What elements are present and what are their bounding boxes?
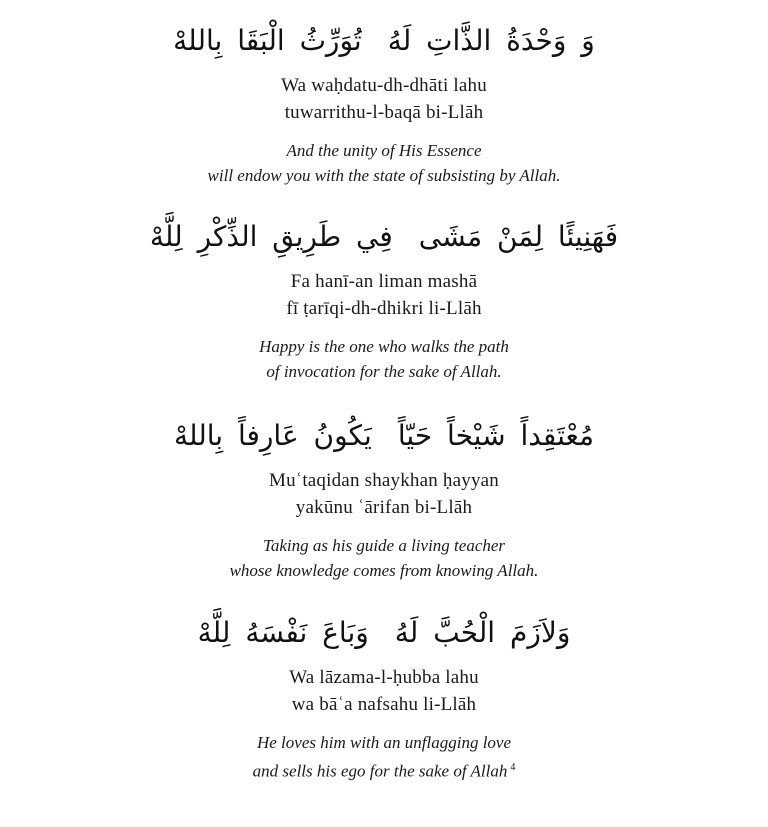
stanza-4 xyxy=(0,610,768,784)
translation-line-text: and sells his ego for the sake of Allah xyxy=(252,761,508,781)
stanza-2 xyxy=(0,214,768,384)
arabic-hemistich-first: فَهَنِيئًا لِمَنْ مَشَى xyxy=(418,220,619,253)
transliteration xyxy=(0,664,768,718)
translation xyxy=(0,138,768,188)
translation-line: And the unity of His Essence xyxy=(286,141,482,160)
arabic-verse xyxy=(0,413,768,463)
translation xyxy=(0,533,768,583)
translation-line xyxy=(0,755,768,784)
stanza-3 xyxy=(0,413,768,583)
arabic-hemistich-second: يَكُونُ عَارِفاً بِاللهْ xyxy=(173,419,372,452)
transliteration xyxy=(0,72,768,126)
arabic-hemistich-first: وَلاَزَمَ الْحُبَّ لَهُ xyxy=(394,616,571,649)
arabic-hemistich-first: وَ وَحْدَةُ الذَّاتِ لَهُ xyxy=(387,24,595,57)
stanza-1 xyxy=(0,18,768,188)
arabic-verse xyxy=(0,214,768,264)
translation-line: will endow you with the state of subsisting by Allah. xyxy=(207,166,561,185)
transliteration xyxy=(0,268,768,322)
translation xyxy=(0,730,768,784)
translation-line: of invocation for the sake of Allah. xyxy=(266,362,502,381)
arabic-hemistich-second: وَبَاعَ نَفْسَهُ لِلَّهْ xyxy=(197,616,369,649)
arabic-hemistich-second: تُوَرِّثُ الْبَقَا بِاللهْ xyxy=(173,24,362,57)
translation-line: Taking as his guide a living teacher xyxy=(262,536,506,555)
transliteration-line: tuwarrithu-l-baqā bi-Llāh xyxy=(284,102,484,123)
translation-line: Happy is the one who walks the path xyxy=(259,337,509,356)
translation-line: He loves him with an unflagging love xyxy=(256,733,512,752)
transliteration xyxy=(0,467,768,521)
transliteration-line: Fa hanī-an liman mashā xyxy=(290,271,478,292)
transliteration-line: Muʿtaqidan shaykhan ḥayyan xyxy=(269,470,499,491)
translation xyxy=(0,334,768,384)
transliteration-line: fī ṭarīqi-dh-dhikri li-Llāh xyxy=(286,298,482,319)
transliteration-line: Wa lāzama-l-ḥubba lahu xyxy=(289,667,479,688)
arabic-hemistich-first: مُعْتَقِداً شَيْخاً حَيّاً xyxy=(397,419,595,452)
arabic-verse xyxy=(0,610,768,660)
transliteration-line: yakūnu ʿārifan bi-Llāh xyxy=(295,497,473,518)
transliteration-line: wa bāʿa nafsahu li-Llāh xyxy=(291,694,477,715)
footnote-marker[interactable]: 4 xyxy=(510,762,516,773)
arabic-hemistich-second: فِي طَرِيقِ الذِّكْرِ لِلَّهْ xyxy=(149,220,393,253)
translation-line: whose knowledge comes from knowing Allah. xyxy=(229,561,539,580)
transliteration-line: Wa waḥdatu-dh-dhāti lahu xyxy=(281,75,487,96)
arabic-verse xyxy=(0,18,768,68)
